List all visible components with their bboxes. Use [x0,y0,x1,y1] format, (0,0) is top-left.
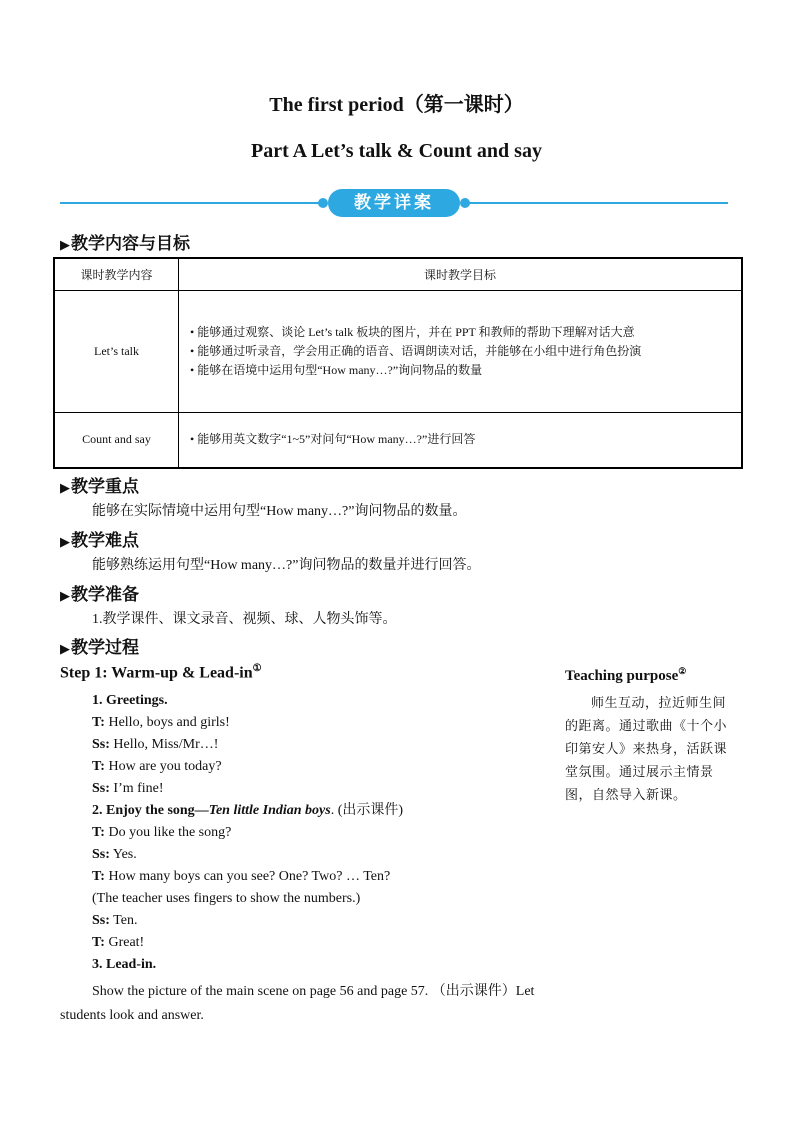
section-heading-difficulties [60,526,139,551]
dialog-line [92,866,532,888]
line-text: How many boys can you see? One? Two? … Ten? [104,869,391,884]
goal-item: • 能够通过听录音，学会用正确的语音、语调朗读对话，并能够在小组中进行角色扮演 [190,343,642,358]
line-text: Hello, Miss/Mr…! [109,737,219,752]
teacher-action: (The teacher uses fingers to show the numbers.) [92,891,361,906]
leadin-title: 3. Lead-in. [92,957,157,972]
section-heading-text: 教学准备 [71,585,139,605]
line-text: Great! [104,935,145,950]
goal-item: • 能够用英文数字“1~5”对问句“How many…?”进行回答 [190,432,476,447]
line-text: How are you today? [104,759,222,774]
teaching-purpose-title [565,666,737,685]
step-title [60,663,262,682]
dialog-line [92,822,532,844]
teaching-purpose-text: 师生互动，拉近师生间的距离。通过歌曲《十个小印第安人》来热身，活跃课堂氛围。通过展示主情景图，自然导入新课。 [565,695,728,802]
banner-dot-left [318,198,328,208]
leadin-paragraph [60,980,540,1028]
triangle-icon: ▶ [60,481,70,496]
speaker: Ss: [92,913,110,928]
triangle-icon: ▶ [60,642,70,657]
table-header-row [54,258,742,290]
triangle-icon: ▶ [60,589,70,604]
section-heading-content-goals [60,229,190,254]
speaker: T: [92,759,105,774]
dialog-line [92,778,532,800]
key-points-text: 能够在实际情境中运用句型“How many…?”询问物品的数量。 [92,504,467,519]
table-cell-content: Count and say [54,412,179,468]
line-text: Do you like the song? [104,825,232,840]
goals-table [53,257,743,469]
banner-line-left [60,202,322,204]
section-heading-preparation [60,580,139,605]
dialog-line [92,844,532,866]
dialog-line [92,734,532,756]
speaker: T: [92,825,105,840]
teaching-purpose-note [565,666,737,806]
footnote-mark: ① [252,663,262,674]
dialog-line [92,712,532,734]
goal-item: • 能够在语境中运用句型“How many…?”询问物品的数量 [190,362,483,377]
page-title: The first period（第一课时） [269,94,524,116]
goals-list [180,323,740,380]
leadin-text: Show the picture of the main scene on page 56 and page 57. （出示课件）Let students look and answer. [60,984,535,1023]
banner-label: 教学详案 [328,189,460,217]
goal-item: • 能够通过观察、谈论 Let’s talk 板块的图片，并在 PPT 和教师的帮助下理解对话大意 [190,324,635,339]
line-text: I’m fine! [109,781,164,796]
page-subtitle: Part A Let’s talk & Count and say [251,140,542,162]
footnote-mark: ② [678,666,687,676]
dialog-line [92,910,532,932]
speaker: T: [92,935,105,950]
section-heading-text: 教学重点 [71,477,139,497]
greetings-title: 1. Greetings. [92,693,168,708]
section-banner [60,189,728,217]
section-heading-text: 教学过程 [71,638,139,658]
speaker: T: [92,715,105,730]
table-cell-goals [179,412,743,468]
song-prefix: 2. Enjoy the song— [92,803,209,818]
speaker: Ss: [92,737,110,752]
speaker: T: [92,869,105,884]
section-heading-process [60,633,139,658]
table-cell-content: Let’s talk [54,290,179,412]
section-heading-key-points [60,472,139,497]
table-cell-goals [179,290,743,412]
table-row [54,412,742,468]
song-suffix: . (出示课件) [330,803,404,818]
triangle-icon: ▶ [60,535,70,550]
section-heading-text: 教学内容与目标 [71,234,190,254]
speaker: Ss: [92,847,110,862]
table-header-cell: 课时教学内容 [54,258,179,290]
banner-line-right [468,202,728,204]
dialog-line [92,756,532,778]
line-text: Yes. [109,847,137,862]
triangle-icon: ▶ [60,238,70,253]
song-name: Ten little Indian boys [208,803,331,818]
dialog-line [92,932,532,954]
step-title-text: Step 1: Warm-up & Lead-in [60,664,253,682]
goals-list [180,430,740,449]
section-heading-text: 教学难点 [71,531,139,551]
difficulties-text: 能够熟练运用句型“How many…?”询问物品的数量并进行回答。 [92,558,481,573]
line-text: Hello, boys and girls! [104,715,230,730]
speaker: Ss: [92,781,110,796]
teaching-purpose-title-text: Teaching purpose [565,668,679,684]
table-header-cell: 课时教学目标 [179,258,743,290]
preparation-text: 1.教学课件、课文录音、视频、球、人物头饰等。 [92,612,397,627]
step1-dialog [92,690,532,976]
line-text: Ten. [109,913,138,928]
table-row [54,290,742,412]
song-title [92,800,532,822]
